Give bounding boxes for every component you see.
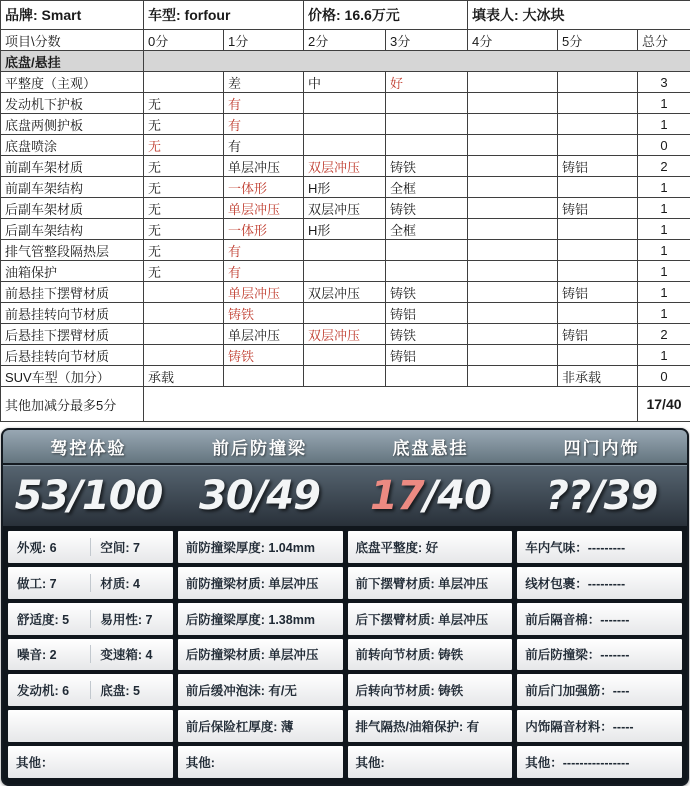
option-cell: 全框 — [386, 177, 468, 198]
table-row — [1, 177, 690, 198]
option-cell — [386, 261, 468, 282]
option-cell: 有 — [224, 261, 304, 282]
panel-col-interior — [517, 531, 682, 778]
panel-score-band — [3, 465, 687, 526]
option-cell — [386, 93, 468, 114]
table-row — [1, 303, 690, 324]
option-cell — [558, 177, 638, 198]
option-cell: H形 — [304, 177, 386, 198]
score-chassis-max: /40 — [424, 473, 491, 519]
score-header-row — [1, 30, 690, 51]
option-cell — [468, 240, 558, 261]
option-cell: 铸铝 — [558, 282, 638, 303]
header-0pt: 0分 — [144, 30, 224, 51]
option-cell: 无 — [144, 114, 224, 135]
detail-cell: 其他: — [348, 746, 513, 778]
detail-cell: 发动机: 6 — [8, 681, 90, 699]
score-chassis — [345, 473, 516, 519]
detail-cell-pair — [8, 567, 173, 599]
header-total: 总分 — [638, 30, 690, 51]
detail-cell: 前转向节材质: 铸铁 — [348, 639, 513, 671]
option-cell: 差 — [224, 72, 304, 93]
table-row — [1, 198, 690, 219]
table-row — [1, 261, 690, 282]
row-total-score: 1 — [638, 345, 690, 366]
score-interior — [516, 473, 687, 519]
option-cell — [468, 345, 558, 366]
table-row — [1, 282, 690, 303]
option-cell — [304, 240, 386, 261]
score-bumper-max: /49 — [253, 473, 320, 519]
option-cell: 铸铁 — [386, 198, 468, 219]
panel-details — [3, 526, 687, 783]
detail-cell: 其他: — [178, 746, 343, 778]
row-total-score: 0 — [638, 135, 690, 156]
author-cell: 填表人: 大冰块 — [468, 1, 690, 30]
panel-title-chassis: 底盘悬挂 — [345, 434, 516, 459]
detail-cell: 前下摆臂材质: 单层冲压 — [348, 567, 513, 599]
score-bumper-value: 30 — [199, 473, 253, 519]
detail-cell: 前防撞梁厚度: 1.04mm — [178, 531, 343, 563]
table-row — [1, 72, 690, 93]
panel-title-bumper: 前后防撞梁 — [174, 434, 345, 459]
option-cell: 全框 — [386, 219, 468, 240]
header-3pt: 3分 — [386, 30, 468, 51]
option-cell — [558, 135, 638, 156]
option-cell — [304, 345, 386, 366]
row-label: 发动机下护板 — [1, 93, 144, 114]
detail-cell: 舒适度: 5 — [8, 610, 90, 628]
row-label: 底盘喷涂 — [1, 135, 144, 156]
table-row — [1, 345, 690, 366]
option-cell — [468, 303, 558, 324]
option-cell: 铸铁 — [224, 345, 304, 366]
info-row — [1, 1, 690, 30]
option-cell — [144, 345, 224, 366]
section-row — [1, 51, 690, 72]
row-total-score: 3 — [638, 72, 690, 93]
footer-fill — [144, 387, 638, 422]
panel-title-interior: 四门内饰 — [516, 434, 687, 459]
row-label: 后副车架材质 — [1, 198, 144, 219]
option-cell — [468, 198, 558, 219]
option-cell: 铸铝 — [558, 324, 638, 345]
table-row — [1, 156, 690, 177]
option-cell — [558, 93, 638, 114]
option-cell: 双层冲压 — [304, 198, 386, 219]
detail-cell: 后下摆臂材质: 单层冲压 — [348, 603, 513, 635]
option-cell: 有 — [224, 93, 304, 114]
row-label: 前悬挂转向节材质 — [1, 303, 144, 324]
row-total-score: 1 — [638, 114, 690, 135]
row-label: 前副车架材质 — [1, 156, 144, 177]
header-5pt: 5分 — [558, 30, 638, 51]
score-chassis-value: 17 — [370, 473, 424, 519]
option-cell: 中 — [304, 72, 386, 93]
table-row — [1, 219, 690, 240]
option-cell — [468, 177, 558, 198]
row-total-score: 1 — [638, 219, 690, 240]
option-cell: 双层冲压 — [304, 282, 386, 303]
option-cell: 一体形 — [224, 219, 304, 240]
option-cell: 铸铁 — [386, 324, 468, 345]
detail-cell: 内饰隔音材料：----- — [517, 710, 682, 742]
option-cell: 无 — [144, 219, 224, 240]
option-cell: 无 — [144, 261, 224, 282]
option-cell — [304, 135, 386, 156]
row-total-score: 1 — [638, 261, 690, 282]
detail-cell: 前后保险杠厚度: 薄 — [178, 710, 343, 742]
option-cell: 铸铝 — [558, 156, 638, 177]
row-label: 油箱保护 — [1, 261, 144, 282]
detail-cell: 后防撞梁厚度: 1.38mm — [178, 603, 343, 635]
option-cell — [386, 135, 468, 156]
detail-cell: 空间: 7 — [90, 538, 172, 556]
row-label: SUV车型（加分） — [1, 366, 144, 387]
option-cell: 非承载 — [558, 366, 638, 387]
option-cell — [468, 93, 558, 114]
option-cell: 好 — [386, 72, 468, 93]
detail-cell-pair — [8, 531, 173, 563]
option-cell — [304, 114, 386, 135]
option-cell — [386, 366, 468, 387]
row-label: 排气管整段隔热层 — [1, 240, 144, 261]
option-cell: 无 — [144, 177, 224, 198]
option-cell — [468, 219, 558, 240]
detail-cell: 其他：---------------- — [517, 746, 682, 778]
table-row — [1, 240, 690, 261]
row-total-score: 0 — [638, 366, 690, 387]
detail-cell: 变速箱: 4 — [90, 645, 172, 663]
row-total-score: 1 — [638, 93, 690, 114]
option-cell: 单层冲压 — [224, 156, 304, 177]
detail-cell: 后防撞梁材质: 单层冲压 — [178, 639, 343, 671]
row-total-score: 1 — [638, 177, 690, 198]
section-title: 底盘/悬挂 — [1, 51, 144, 72]
option-cell — [144, 324, 224, 345]
price-cell: 价格: 16.6万元 — [304, 1, 468, 30]
section-fill — [144, 51, 690, 72]
option-cell — [304, 93, 386, 114]
option-cell — [468, 324, 558, 345]
panel-col-bumper — [178, 531, 343, 778]
option-cell: 双层冲压 — [304, 324, 386, 345]
option-cell: 有 — [224, 135, 304, 156]
detail-cell-pair — [8, 639, 173, 671]
score-interior-max: /39 — [590, 473, 657, 519]
table-row — [1, 366, 690, 387]
option-cell — [144, 72, 224, 93]
option-cell — [468, 114, 558, 135]
row-label: 前副车架结构 — [1, 177, 144, 198]
row-total-score: 2 — [638, 324, 690, 345]
option-cell: H形 — [304, 219, 386, 240]
row-total-score: 2 — [638, 156, 690, 177]
row-total-score: 1 — [638, 240, 690, 261]
panel-title-driving: 驾控体验 — [3, 434, 174, 459]
summary-panel — [1, 428, 689, 786]
option-cell: 铸铝 — [558, 198, 638, 219]
detail-cell: 底盘平整度: 好 — [348, 531, 513, 563]
option-cell: 单层冲压 — [224, 198, 304, 219]
option-cell: 铸铁 — [386, 156, 468, 177]
option-cell — [468, 135, 558, 156]
detail-cell: 排气隔热/油箱保护: 有 — [348, 710, 513, 742]
option-cell — [558, 261, 638, 282]
option-cell: 无 — [144, 93, 224, 114]
header-2pt: 2分 — [304, 30, 386, 51]
detail-cell: 前后隔音棉：------- — [517, 603, 682, 635]
row-label: 后副车架结构 — [1, 219, 144, 240]
detail-cell: 前后防撞梁：------- — [517, 639, 682, 671]
option-cell — [468, 366, 558, 387]
footer-total-score: 17/40 — [638, 387, 690, 422]
option-cell: 铸铝 — [386, 303, 468, 324]
option-cell — [558, 240, 638, 261]
option-cell: 单层冲压 — [224, 324, 304, 345]
table-row — [1, 135, 690, 156]
detail-cell: 前防撞梁材质: 单层冲压 — [178, 567, 343, 599]
model-cell: 车型: forfour — [144, 1, 304, 30]
row-label: 底盘两侧护板 — [1, 114, 144, 135]
header-4pt: 4分 — [468, 30, 558, 51]
option-cell — [224, 366, 304, 387]
option-cell — [558, 303, 638, 324]
header-item-score: 项目\分数 — [1, 30, 144, 51]
option-cell — [468, 156, 558, 177]
option-cell: 无 — [144, 156, 224, 177]
detail-cell: 前后缓冲泡沫: 有/无 — [178, 674, 343, 706]
option-cell: 单层冲压 — [224, 282, 304, 303]
detail-cell: 底盘: 5 — [90, 681, 172, 699]
table-row — [1, 93, 690, 114]
detail-cell-pair — [8, 603, 173, 635]
option-cell — [468, 261, 558, 282]
detail-cell: 线材包裹：--------- — [517, 567, 682, 599]
option-cell: 承载 — [144, 366, 224, 387]
option-cell: 无 — [144, 198, 224, 219]
table-row — [1, 324, 690, 345]
header-1pt: 1分 — [224, 30, 304, 51]
option-cell — [468, 72, 558, 93]
row-label: 前悬挂下摆臂材质 — [1, 282, 144, 303]
option-cell: 铸铝 — [386, 345, 468, 366]
row-label: 后悬挂下摆臂材质 — [1, 324, 144, 345]
detail-cell: 做工: 7 — [8, 574, 90, 592]
option-cell — [558, 345, 638, 366]
table-row — [1, 114, 690, 135]
option-cell: 有 — [224, 114, 304, 135]
row-total-score: 1 — [638, 303, 690, 324]
panel-col-driving — [8, 531, 173, 778]
score-driving-value: 53 — [15, 473, 69, 519]
option-cell: 铸铁 — [386, 282, 468, 303]
option-cell: 有 — [224, 240, 304, 261]
detail-cell: 后转向节材质: 铸铁 — [348, 674, 513, 706]
row-label: 后悬挂转向节材质 — [1, 345, 144, 366]
footer-row — [1, 387, 690, 422]
detail-cell: 易用性: 7 — [90, 610, 172, 628]
option-cell: 双层冲压 — [304, 156, 386, 177]
detail-cell-pair — [8, 674, 173, 706]
option-cell — [144, 282, 224, 303]
option-cell — [558, 219, 638, 240]
detail-cell: 车内气味：--------- — [517, 531, 682, 563]
option-cell — [558, 72, 638, 93]
panel-col-chassis — [348, 531, 513, 778]
option-cell: 无 — [144, 240, 224, 261]
option-cell: 一体形 — [224, 177, 304, 198]
score-driving-max: /100 — [68, 473, 162, 519]
score-interior-value: ?? — [546, 473, 590, 519]
detail-cell: 噪音: 2 — [8, 645, 90, 663]
detail-cell: 前后门加强筋：---- — [517, 674, 682, 706]
option-cell — [304, 261, 386, 282]
row-label: 平整度（主观） — [1, 72, 144, 93]
panel-title-band — [3, 430, 687, 465]
option-cell: 铸铁 — [224, 303, 304, 324]
footer-label: 其他加减分最多5分 — [1, 387, 144, 422]
detail-cell-pair — [8, 710, 173, 742]
option-cell — [144, 303, 224, 324]
option-cell — [386, 114, 468, 135]
option-cell — [468, 282, 558, 303]
row-total-score: 1 — [638, 198, 690, 219]
brand-cell: 品牌: Smart — [1, 1, 144, 30]
detail-cell: 其他： — [8, 746, 173, 778]
row-total-score: 1 — [638, 282, 690, 303]
option-cell — [558, 114, 638, 135]
option-cell — [386, 240, 468, 261]
score-bumper — [174, 473, 345, 519]
score-driving — [3, 473, 174, 519]
detail-cell: 材质: 4 — [90, 574, 172, 592]
detail-cell: 外观: 6 — [8, 538, 90, 556]
option-cell — [304, 366, 386, 387]
option-cell: 无 — [144, 135, 224, 156]
option-cell — [304, 303, 386, 324]
